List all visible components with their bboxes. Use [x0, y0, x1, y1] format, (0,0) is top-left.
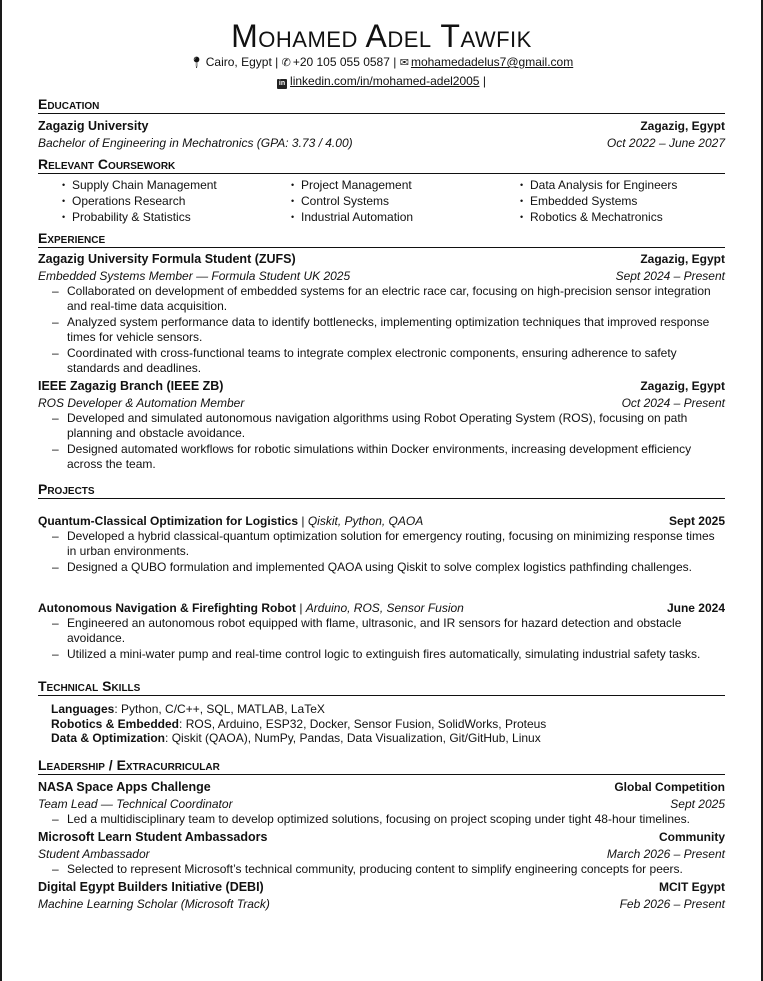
bullet-list: [38, 862, 725, 877]
bullet-list: [38, 411, 725, 472]
org-location: Zagazig, Egypt: [640, 379, 725, 393]
bullet-item: – Designed automated workflows for robotic simulations within Docker environments, increasing development efficiency across the team.: [52, 442, 725, 472]
project-entry: Autonomous Navigation & Firefighting Robot | Arduino, ROS, Sensor Fusion June 2024 – Engineered an autonomous robot equipped with flame, ultrasonic, and IR sensors for hazard detection and obstacle avoidance. – Utilized a mini-water pump and real-time control logic to extinguish fires automatically, simulating industrial safety tasks.: [38, 600, 725, 662]
degree: Bachelor of Engineering in Mechatronics (GPA: 3.73 / 4.00): [38, 136, 353, 150]
envelope-icon: ✉: [399, 57, 409, 69]
phone-icon: ✆: [281, 57, 291, 69]
education-dates: Oct 2022 – June 2027: [606, 136, 725, 150]
org-name: NASA Space Apps Challenge: [38, 779, 211, 794]
course-item: • Robotics & Mechatronics: [520, 209, 749, 225]
org-category: MCIT Egypt: [659, 879, 725, 894]
experience-entry: [38, 251, 725, 376]
skill-row: Languages: Python, C/C++, SQL, MATLAB, LaTeX: [51, 702, 325, 716]
skill-label: Robotics & Embedded: [51, 716, 180, 731]
bullet-list: [38, 616, 725, 662]
separator: |: [275, 55, 279, 69]
linkedin-link[interactable]: linkedin.com/in/mohamed-adel2005: [290, 74, 480, 88]
course-item: • Data Analysis for Engineers: [520, 177, 749, 193]
section-coursework-title: Relevant Coursework: [38, 156, 725, 174]
skills-list: [38, 702, 725, 746]
separator: |: [393, 55, 397, 69]
school-location: Zagazig, Egypt: [640, 119, 725, 133]
experience-entry: [38, 378, 725, 472]
contact-line-2: [38, 72, 725, 90]
section-leadership-title: Leadership / Extracurricular: [38, 757, 725, 775]
project-date: June 2024: [666, 601, 725, 615]
project-entry: Quantum-Classical Optimization for Logistics | Qiskit, Python, QAOA Sept 2025 – Developed a hybrid classical-quantum optimization solution for emergency routing, focusing on minimizing response times in urban environments. – Designed a QUBO formulation and implemented QAOA using Qiskit to solve complex logistics pathfinding challenges.: [38, 513, 725, 575]
school-name: Zagazig University: [38, 119, 149, 133]
dates: Sept 2024 – Present: [615, 269, 725, 283]
leadership-entry: [38, 829, 725, 877]
bullet-list: [38, 284, 725, 376]
coursework-list: [38, 177, 725, 225]
org-category: Community: [659, 829, 725, 844]
bullet-item: – Collaborated on development of embedded systems for an electric race car, focusing on high-precision sensor integration and real-time data acquisition.: [52, 284, 725, 314]
email-link[interactable]: mohamedadelus7@gmail.com: [410, 55, 574, 69]
map-pin-icon: 📍︎: [189, 57, 204, 69]
phone[interactable]: +20 105 055 0587: [292, 55, 390, 69]
course-item: • Supply Chain Management: [62, 177, 291, 193]
bullet-item: – Coordinated with cross-functional teams to integrate complex electronic components, ensuring adherence to safety standards and deadlines.: [52, 346, 725, 376]
course-item: • Operations Research: [62, 193, 291, 209]
skill-label: Data & Optimization: [51, 731, 166, 745]
skill-value: Python, C/C++, SQL, MATLAB, LaTeX: [121, 702, 325, 716]
dates: Oct 2024 – Present: [621, 396, 725, 410]
project-date: Sept 2025: [668, 514, 725, 528]
contact-line-1: [38, 53, 725, 72]
section-experience-title: Experience: [38, 230, 725, 248]
course-item: • Embedded Systems: [520, 193, 749, 209]
bullet-item: – Utilized a mini-water pump and real-time control logic to extinguish fires automatically, simulating industrial safety tasks.: [52, 647, 725, 662]
separator: |: [482, 74, 486, 88]
project-tech: Qiskit, Python, QAOA: [307, 514, 424, 528]
org-name: Digital Egypt Builders Initiative (DEBI): [38, 879, 264, 894]
location: Cairo, Egypt: [205, 55, 272, 69]
role: Student Ambassador: [38, 846, 150, 861]
page-border-left: [0, 0, 2, 981]
leadership-entry: [38, 779, 725, 827]
section-skills-title: Technical Skills: [38, 678, 725, 696]
linkedin-icon: in: [278, 80, 286, 87]
dates: Feb 2026 – Present: [619, 896, 725, 911]
role: ROS Developer & Automation Member: [38, 396, 245, 410]
leadership-entry: [38, 879, 725, 912]
org-name: Zagazig University Formula Student (ZUFS): [38, 252, 296, 266]
org-location: Zagazig, Egypt: [640, 252, 725, 266]
skill-row: Robotics & Embedded: ROS, Arduino, ESP32, Docker, Sensor Fusion, SolidWorks, Proteus: [51, 716, 547, 731]
org-category: Global Competition: [614, 779, 725, 794]
bullet-item: – Designed a QUBO formulation and implemented QAOA using Qiskit to solve complex logistics pathfinding challenges.: [52, 560, 725, 575]
bullet-item: – Analyzed system performance data to identify bottlenecks, implementing optimization techniques that improved response times for vehicle sensors.: [52, 315, 725, 345]
course-item: • Industrial Automation: [291, 209, 520, 225]
role: Machine Learning Scholar (Microsoft Track): [38, 896, 270, 911]
resume-page: [38, 0, 725, 912]
bullet-list: [38, 529, 725, 575]
bullet-item: – Developed a hybrid classical-quantum optimization solution for emergency routing, focusing on minimizing response times in urban environments.: [52, 529, 725, 559]
project-tech: Arduino, ROS, Sensor Fusion: [305, 601, 464, 615]
candidate-name: Mohamed Adel Tawfik: [231, 18, 532, 54]
bullet-item: – Selected to represent Microsoft’s technical community, producing content to simplify engineering concepts for peers.: [52, 862, 725, 877]
course-item: • Project Management: [291, 177, 520, 193]
dates: March 2026 – Present: [606, 846, 725, 861]
course-item: • Control Systems: [291, 193, 520, 209]
section-projects-title: Projects: [38, 481, 725, 499]
project-name: Quantum-Classical Optimization for Logistics: [38, 514, 299, 528]
bullet-list: [38, 812, 725, 827]
skill-row: Data & Optimization: Qiskit (QAOA), NumPy, Pandas, Data Visualization, Git/GitHub, Linux: [51, 731, 541, 745]
education-entry: [38, 118, 725, 151]
section-education-title: Education: [38, 96, 725, 114]
org-name: IEEE Zagazig Branch (IEEE ZB): [38, 379, 224, 393]
skill-label: Languages: [51, 702, 115, 716]
skill-value: Qiskit (QAOA), NumPy, Pandas, Data Visualization, Git/GitHub, Linux: [171, 731, 541, 745]
bullet-item: – Developed and simulated autonomous navigation algorithms using Robot Operating System (ROS), focusing on path planning and obstacle avoidance.: [52, 411, 725, 441]
org-name: Microsoft Learn Student Ambassadors: [38, 829, 268, 844]
bullet-item: – Engineered an autonomous robot equipped with flame, ultrasonic, and IR sensors for hazard detection and obstacle avoidance.: [52, 616, 725, 646]
role: Embedded Systems Member — Formula Student UK 2025: [38, 269, 351, 283]
bullet-item: – Led a multidisciplinary team to develop optimized solutions, focusing on project scoping under tight 48-hour timelines.: [52, 812, 725, 827]
skill-value: ROS, Arduino, ESP32, Docker, Sensor Fusion, SolidWorks, Proteus: [185, 716, 547, 731]
project-name: Autonomous Navigation & Firefighting Robot: [38, 601, 296, 615]
course-item: • Probability & Statistics: [62, 209, 291, 225]
role: Team Lead — Technical Coordinator: [38, 796, 233, 811]
dates: Sept 2025: [670, 796, 725, 811]
